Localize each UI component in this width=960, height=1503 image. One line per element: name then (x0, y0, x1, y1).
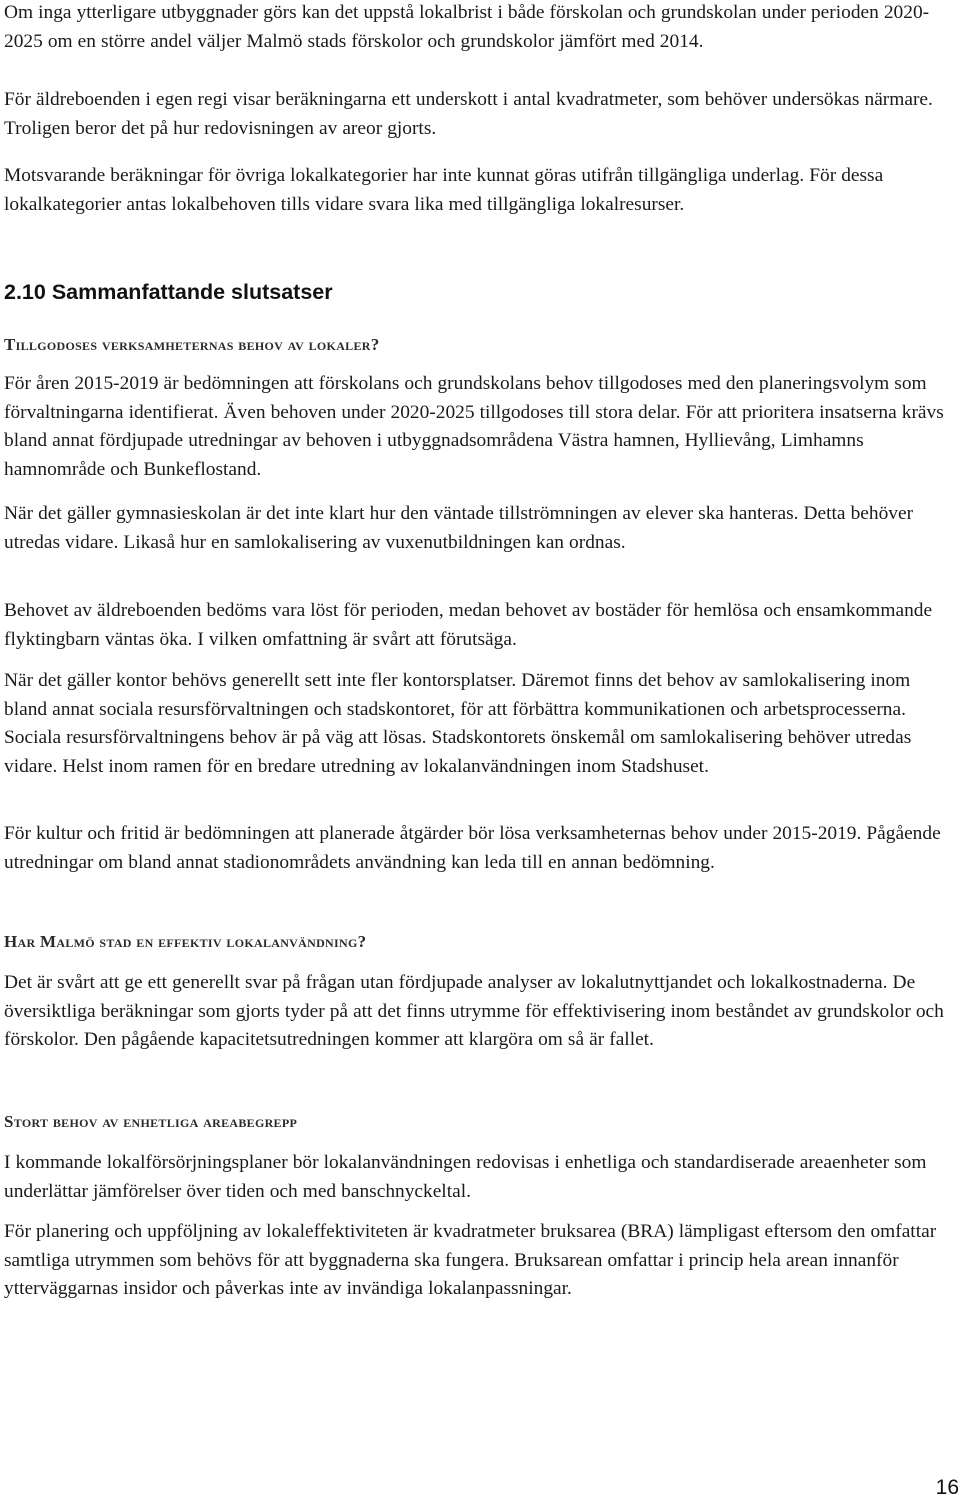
subheading: Stort behov av enhetliga areabegrepp (4, 1112, 298, 1131)
body-paragraph: För åren 2015-2019 är bedömningen att förskolans och grundskolans behov tillgodoses med den planeringsvolym som förvaltningarna identifierat. Även behoven under 2020-2025 tillgodoses till stora delar. För att prioritera insatserna krävs bland annat fördjupade utredningar av behoven i utbyggnadsområdena Västra hamnen, Hyllievång, Limhamns hamnområde och Bunkeflostand. (4, 373, 944, 480)
body-paragraph: För planering och uppföljning av lokaleffektiviteten är kvadratmeter bruksarea (BRA) lämpligast eftersom den omfattar samtliga utrymmen som behövs för att byggnaderna ska fungera. Bruksarean omfattar i princip hela arean innanför ytterväggarnas insidor och påverkas inte av invändiga lokalanpassningar. (4, 1221, 937, 1300)
subheading: Tillgodoses verksamheternas behov av lokaler? (4, 335, 380, 354)
body-paragraph: Behovet av äldreboenden bedöms vara löst för perioden, medan behovet av bostäder för hemlösa och ensamkommande flyktingbarn väntas öka. I vilken omfattning är svårt att förutsäga. (4, 600, 933, 650)
body-paragraph: När det gäller gymnasieskolan är det inte klart hur den väntade tillströmningen av elever ska hanteras. Detta behöver utredas vidare. Likaså hur en samlokalisering av vuxenutbildningen kan ordnas. (4, 503, 914, 553)
body-paragraph: I kommande lokalförsörjningsplaner bör lokalanvändningen redovisas i enhetliga och standardiserade areaenheter som underlättar jämförelser över tiden och med banschnyckeltal. (4, 1152, 927, 1202)
body-paragraph: För äldreboenden i egen regi visar beräkningarna ett underskott i antal kvadratmeter, som behöver undersökas närmare. Troligen beror det på hur redovisningen av areor gjorts. (4, 89, 933, 139)
body-paragraph: När det gäller kontor behövs generellt sett inte fler kontorsplatser. Däremot finns det behov av samlokalisering inom bland annat sociala resursförvaltningen och stadskontoret, för att förbättra kommunikationen och arbetsprocesserna. Sociala resursförvaltningens behov är på väg att lösas. Stadskontorets önskemål om samlokalisering behöver utredas vidare. Helst inom ramen för en bredare utredning av lokalanvändningen inom Stadshuset. (4, 670, 912, 777)
subheading: Har Malmö stad en effektiv lokalanvändning? (4, 932, 367, 951)
body-paragraph: För kultur och fritid är bedömningen att planerade åtgärder bör lösa verksamheternas behov under 2015-2019. Pågående utredningar om bland annat stadionområdets användning kan leda till en annan bedömning. (4, 823, 941, 873)
body-paragraph: Motsvarande beräkningar för övriga lokalkategorier har inte kunnat göras utifrån tillgängliga underlag. För dessa lokalkategorier antas lokalbehoven tills vidare svara lika med tillgängliga lokalresurser. (4, 165, 884, 215)
page-number: 16 (935, 1476, 959, 1499)
body-paragraph: Om inga ytterligare utbyggnader görs kan det uppstå lokalbrist i både förskolan och grundskolan under perioden 2020-2025 om en större andel väljer Malmö stads förskolor och grundskolor jämfört med 2014. (4, 2, 930, 52)
body-paragraph: Det är svårt att ge ett generellt svar på frågan utan fördjupade analyser av lokalutnyttjandet och lokalkostnaderna. De översiktliga beräkningar som gjorts tyder på att det finns utrymme för effektivisering inom beståndet av grundskolor och förskolor. Den pågående kapacitetsutredningen kommer att klargöra om så är fallet. (4, 972, 944, 1051)
section-heading: 2.10 Sammanfattande slutsatser (4, 280, 333, 304)
